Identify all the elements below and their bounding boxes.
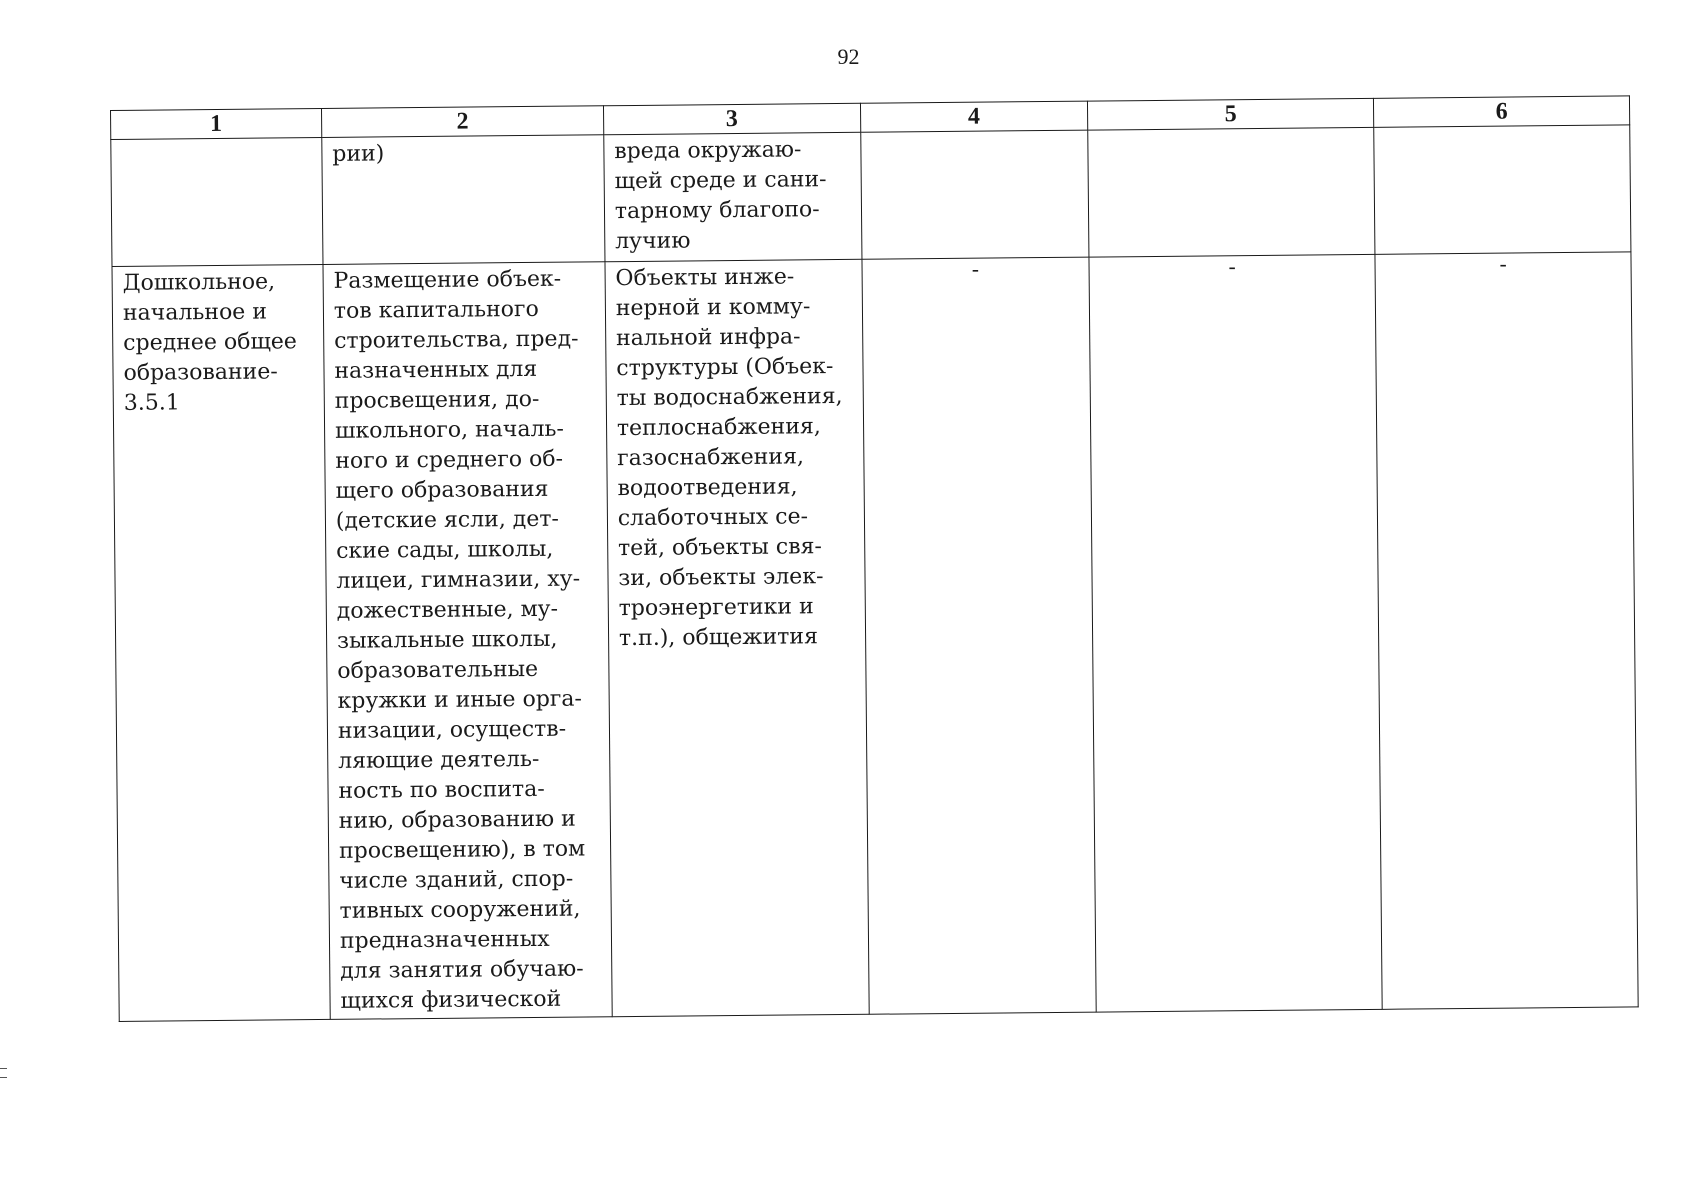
column-header: 1 (111, 108, 322, 139)
table-cell (112, 264, 330, 1021)
cell-text: - (1228, 255, 1236, 281)
table-cell (1089, 254, 1383, 1012)
table-cell (1375, 252, 1638, 1009)
cell-text (871, 133, 1077, 135)
table-row (112, 252, 1638, 1022)
table-row (111, 125, 1631, 267)
table-cell (111, 137, 323, 266)
margin-mark (0, 1068, 7, 1078)
table-cell (323, 262, 612, 1020)
cell-text (1384, 128, 1619, 130)
cell-text: - (1499, 252, 1508, 278)
column-header: 3 (603, 103, 860, 134)
cell-text (121, 140, 311, 142)
page-number: 92 (837, 44, 860, 69)
column-header: 4 (860, 101, 1088, 132)
table-cell (322, 135, 605, 265)
cell-text: Дошкольное, начальное и среднее общее образование- 3.5.1 (122, 269, 298, 416)
table-cell (1088, 127, 1376, 257)
table-cell (862, 257, 1097, 1014)
table-cell (860, 130, 1089, 259)
column-header: 5 (1087, 98, 1374, 130)
cell-text: Размещение объек- тов капитального строительства, пред- назначенных для просвещения, до- школьного, началь- ного и среднего об- щего образования (детские ясли, дет- ские сады, школы, лицеи, гимназии, ху- дожественные, му- зыкальные школы, образовательные кружки и иные орга- низации, осуществ- ляющие деятель- ность по воспита- нию, образованию и просвещению), в том числе зданий, спор- тивных сооружений, предназначенных для занятия обучаю- щихся физической (333, 266, 586, 1014)
cell-text: рии) (332, 141, 385, 167)
table-cell (604, 132, 862, 261)
column-header: 2 (321, 106, 603, 138)
cell-text (1098, 130, 1363, 133)
cell-text: Объекты инже- нерной и комму- нальной инфра- структуры (Объек- ты водоснабжения, теплоснабжения, газоснабжения, водоотведения, слаботочных се- тей, объекты свя- зи, объекты элек- троэнергетики и т.п.), общежития (615, 264, 843, 652)
land-use-table (110, 95, 1639, 1022)
table-cell (605, 259, 869, 1016)
cell-text: - (971, 257, 980, 283)
table-cell (1374, 125, 1631, 254)
cell-text: вреда окружаю- щей среде и сани- тарному благопо- лучию (614, 137, 827, 255)
column-header: 6 (1374, 96, 1630, 127)
